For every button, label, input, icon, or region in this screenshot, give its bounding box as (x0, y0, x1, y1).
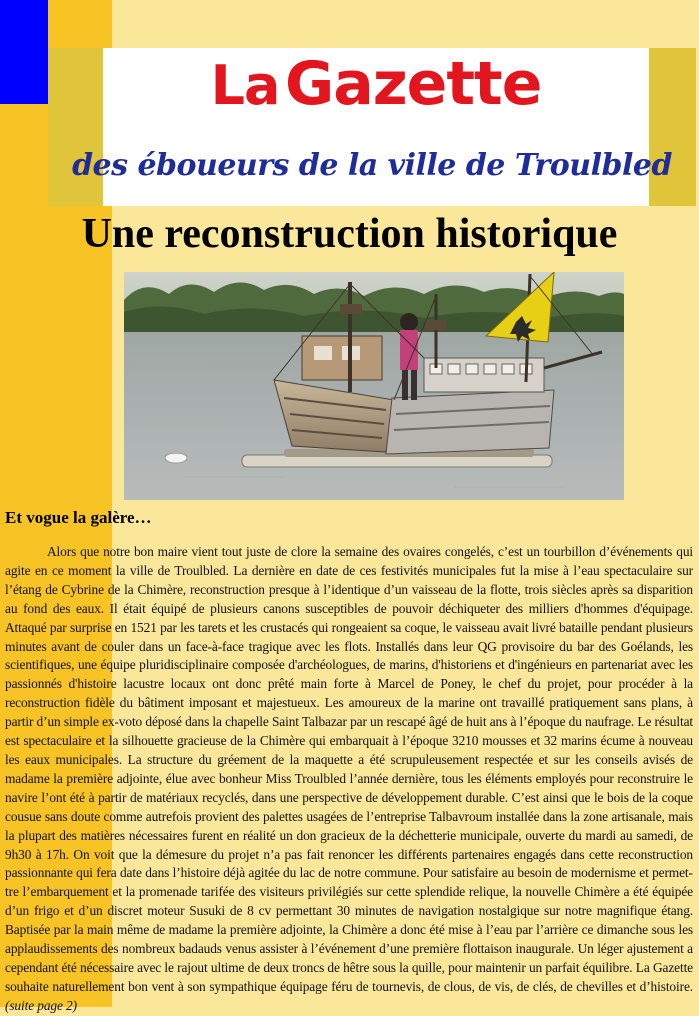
masthead-title-gazette: Gazette (285, 49, 542, 119)
continuation-note: (suite page 2) (5, 997, 77, 1013)
blue-corner-square (0, 0, 48, 104)
article-body-text: Alors que notre bon maire vient tout juste de clore la semaine des ovaires congelés, c’est un tourbillon d’événements qui agite en ce moment la ville de Troulbled. La dernière en date de ces festivités municipales fut la mise à l’eau spectaculaire sur l’étang de Cybrine de la Chimère, reconstruction presque à l’identique d’un vaisseau de la flotte, trois siècles après sa disparition au fond des eaux. Il était équipé de plusieurs canons susceptibles de pouvoir déchiqueter des milliers d'hommes d'équipage. Attaqué par surprise en 1521 par les tarets et les crustacés qui rongeaient sa coque, le vaisseau avait livré bataille pendant plusieurs minutes avant de couler dans un face-à-face tragique avec les flots. Installés dans leur QG provisoire du bar des Goélands, les scientifiques, une équipe pluridisciplinaire composée d'archéologues, de marins, d'historiens et d'ingénieurs en partenariat avec les passionnés d'histoire lacustre locaux ont donc prêté main forte à Marcel de Poney, le chef du projet, pour procéder à la reconstruction fidèle du bâtiment imposant et majestueux. Les amoureux de la marine ont travaillé pratiquement sans plans, à partir d’un simple ex-voto déposé dans la chapelle Saint Talbazar par un rescapé âgé de huit ans à l’époque du naufrage. Le résultat est spectaculaire et la silhouette gracieuse de la Chimère qui embarquait à l’époque 3210 mousses et 32 marins écume à nouveau les eaux municipales. La structure du gréement de la maquette a été scrupuleusement respectée et sur les conseils avisés de madame la première adjointe, élue avec bonheur Miss Troulbled l’année dernière, tous les éléments employés pour reconstruire le navire l’ont été à partir de matériaux recyclés, dans une perspective de développement durable. C’est ainsi que le bois de la coque cousue sans doute comme autrefois provient des palettes usagées de l’entreprise Talbavroum installée dans la zone artisanale, mais la plupart des matières nécessaires furent en réalité un don gracieux de la déchetterie municipale, ouverte du mardi au samedi, de 9h30 à 17h. On voit que la démesure du projet n’a pas fait renoncer les différents partenaires engagés dans cette reconstruction passionnante qui fera date dans l’histoire déjà agitée du lac de notre commune. Pour satisfaire au besoin de modernisme et permettre l’embarquement et la promenade tarifée des visiteurs privilégiés sur cette splendide relique, la nouvelle Chimère a été équipée d’un frigo et d’un discret moteur Susuki de 8 cv permettant 30 minutes de navigation nostalgique sur notre magnifique étang. Baptisée par la main même de madame la première adjointe, la Chimère a donc été mise à l’eau par l’arrière ce dimanche sous les applaudissements des nombreux badauds venus assister à l’événement d’une première flottaison inaugurale. Un léger ajustement a cependant été nécessaire avec le rajout ultime de deux troncs de hêtre sous la quille, pour maintenir un parfait équilibre. La Gazette souhaite naturellement bon vent à son sympathique équipage féru de tournevis, de clous, de vis, de clés, de chevilles et d’histoire. (5, 544, 693, 994)
masthead-title (103, 49, 649, 119)
article-section-title: Et vogue la galère… (5, 508, 152, 527)
headline: Une reconstruction historique (81, 211, 618, 257)
masthead-subtitle: des éboueurs de la ville de Troulbled (72, 148, 672, 183)
boat-photo (124, 272, 624, 500)
article-body (5, 543, 693, 1016)
masthead-title-la: La (210, 54, 280, 117)
